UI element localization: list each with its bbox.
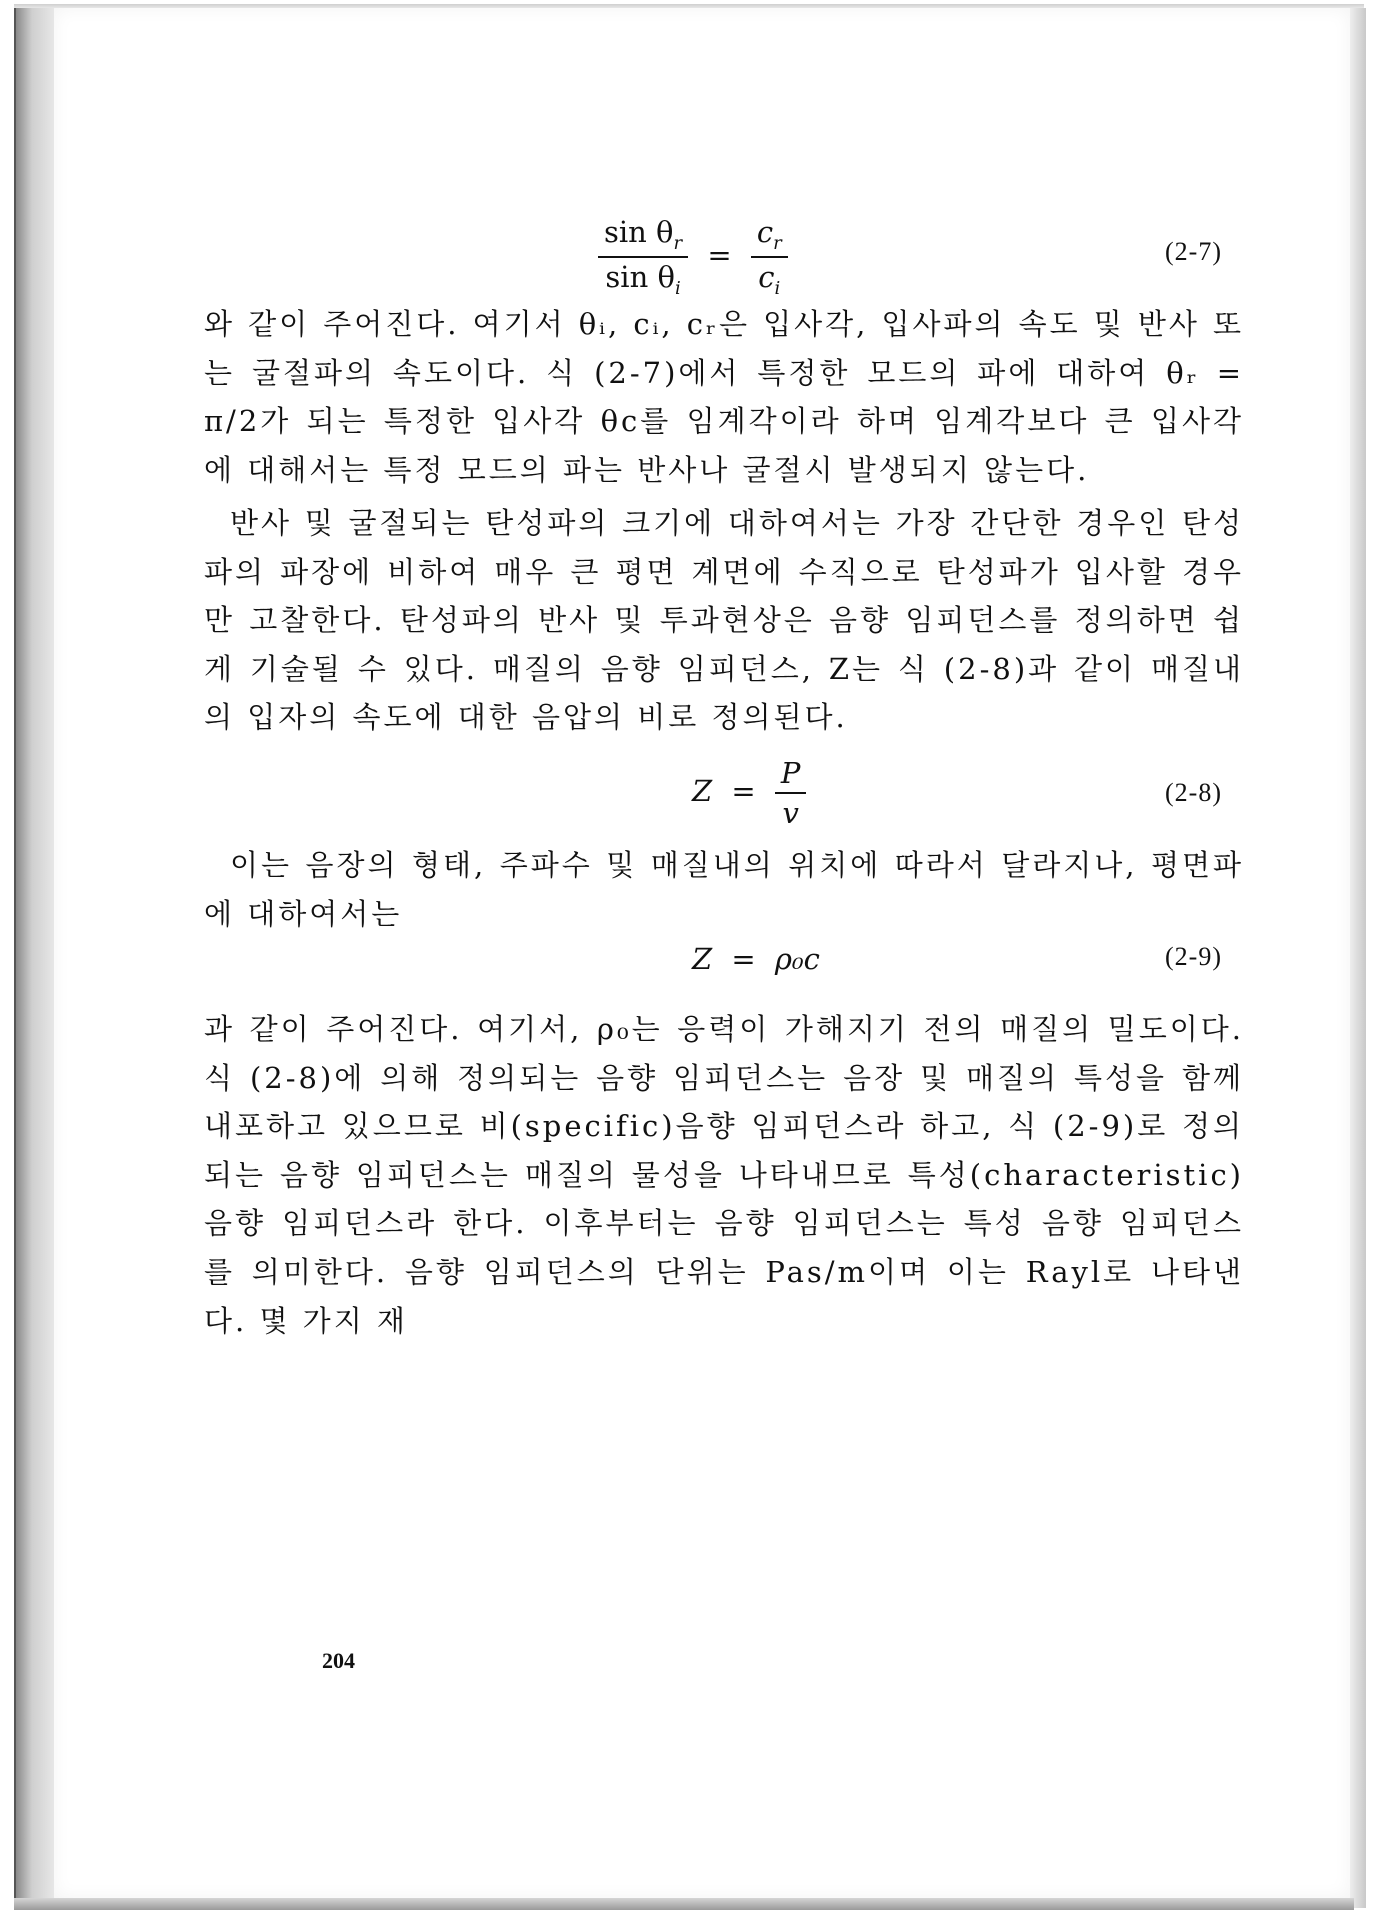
- equation-2-8: [204, 756, 1244, 836]
- eq-2-7-lhs-numerator: sin θ: [604, 215, 674, 249]
- equation-2-9-body: Z = ρ₀c: [692, 942, 820, 976]
- page-stack-bottom: [14, 1898, 1354, 1910]
- eq-2-9-rhs: ρ₀c: [774, 942, 820, 976]
- eq-2-7-rhs-numerator-sub: r: [773, 232, 782, 254]
- eq-2-7-lhs-denominator-sub: i: [674, 277, 681, 299]
- equation-2-7-rhs-fraction: [751, 215, 788, 299]
- equation-2-8-number: (2-8): [1165, 778, 1222, 807]
- equation-2-9-number: (2-9): [1165, 942, 1222, 971]
- eq-2-8-lhs: Z: [692, 774, 713, 808]
- equation-2-8-body: Z = $\frac{P}{v}$: [692, 756, 806, 830]
- eq-2-7-rhs-numerator: c: [756, 215, 774, 249]
- page-stack-right: [1348, 8, 1366, 1908]
- equation-2-8-fraction: [775, 756, 807, 830]
- page-number: 204: [322, 1648, 355, 1673]
- eq-2-7-lhs-numerator-sub: r: [673, 232, 683, 254]
- paragraph-4: 과 같이 주어진다. 여기서, ρ₀는 응력이 가해지기 전의 매질의 밀도이다. 식 (2-8)에 의해 정의되는 음향 임피던스는 음장 및 매질의 특성을 함께 내포하고 있으므로 비(specific)음향 임피던스라 하고, 식 (2-9)로 정의되는 음향 임피던스는 매질의 물성을 나타내므로 특성(characteristic) 음향 임피던스라 한다. 이후부터는 음향 임피던스는 특성 음향 임피던스를 의미한다. 음향 임피던스의 단위는 Pas/m이며 이는 Rayl로 나타낸다. 몇 가지 재: [204, 1012, 1244, 1338]
- equation-2-7-lhs-fraction: [598, 215, 688, 299]
- eq-2-7-lhs-denominator: sin θ: [605, 259, 675, 294]
- eq-2-8-denominator: v: [782, 796, 799, 830]
- paragraph-3: 이는 음장의 형태, 주파수 및 매질내의 위치에 따라서 달라지나, 평면파에 대하여서는: [204, 848, 1244, 931]
- book-page: [54, 8, 1350, 1898]
- eq-2-7-rhs-denominator: c: [758, 259, 775, 294]
- page-stack-left: [14, 8, 56, 1908]
- paragraph-1: 와 같이 주어진다. 여기서 θᵢ, cᵢ, cᵣ은 입사각, 입사파의 속도 및 반사 또는 굴절파의 속도이다. 식 (2-7)에서 특정한 모드의 파에 대하여 θᵣ = π/2가 되는 특정한 입사각 θc를 임계각이라 하며 임계각보다 큰 입사각에 대해서는 특정 모드의 파는 반사나 굴절시 발생되지 않는다.: [204, 307, 1244, 487]
- equation-2-7-body: $\frac{\sin \theta_r}{\sin \theta_i}$ = $\frac{c_r}{c_i}$: [598, 215, 788, 299]
- eq-2-8-numerator: P: [775, 756, 807, 794]
- eq-2-9-lhs: Z: [692, 942, 713, 976]
- equation-2-7: [204, 213, 1244, 299]
- eq-2-7-rhs-denominator-sub: i: [774, 277, 781, 299]
- paragraph-2: 반사 및 굴절되는 탄성파의 크기에 대하여서는 가장 간단한 경우인 탄성파의 파장에 비하여 매우 큰 평면 계면에 수직으로 탄성파가 입사할 경우만 고찰한다. 탄성파의 반사 및 투과현상은 음향 임피던스를 정의하면 쉽게 기술될 수 있다. 매질의 음향 임피던스, Z는 식 (2-8)과 같이 매질내의 입자의 속도에 대한 음압의 비로 정의된다.: [204, 506, 1244, 735]
- equation-2-7-number: (2-7): [1165, 237, 1222, 266]
